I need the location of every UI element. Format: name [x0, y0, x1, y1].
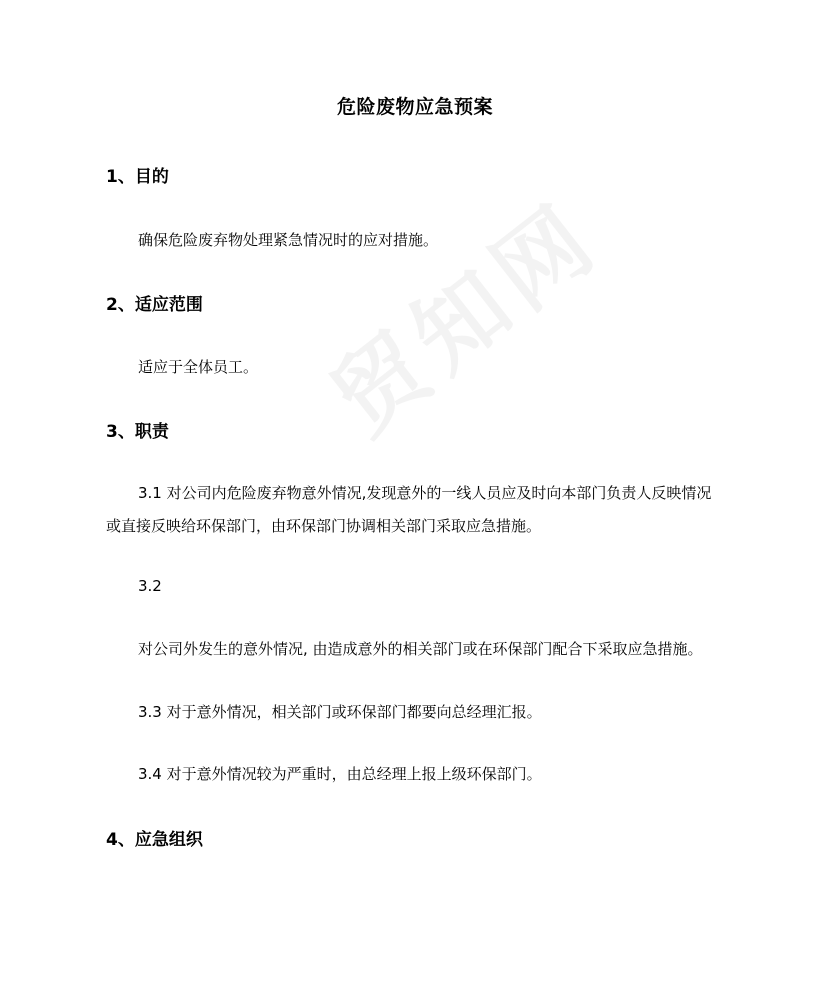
section-1-heading: 1、目的 — [106, 167, 169, 187]
section-3-item-2-number: 3.2 — [138, 577, 162, 595]
section-2-body: 适应于全体员工。 — [138, 358, 259, 376]
section-3-item-3: 3.3 对于意外情况，相关部门或环保部门都要向总经理汇报。 — [138, 703, 542, 721]
section-1-body: 确保危险废弃物处理紧急情况时的应对措施。 — [138, 231, 439, 249]
section-3-item-1: 3.1 对公司内危险废弃物意外情况,发现意外的一线人员应及时向本部门负责人反映情况或直接反映给环保部门，由环保部门协调相关部门采取应急措施。 — [106, 484, 712, 535]
section-2-heading: 2、适应范围 — [106, 295, 203, 315]
section-3-heading: 3、职责 — [106, 422, 169, 442]
section-3-item-2-body: 对公司外发生的意外情况, 由造成意外的相关部门或在环保部门配合下采取应急措施。 — [138, 640, 703, 658]
document-title: 危险废物应急预案 — [336, 96, 493, 118]
watermark — [300, 167, 622, 459]
section-3-item-4: 3.4 对于意外情况较为严重时，由总经理上报上级环保部门。 — [138, 765, 542, 783]
section-4-heading: 4、应急组织 — [106, 830, 203, 850]
